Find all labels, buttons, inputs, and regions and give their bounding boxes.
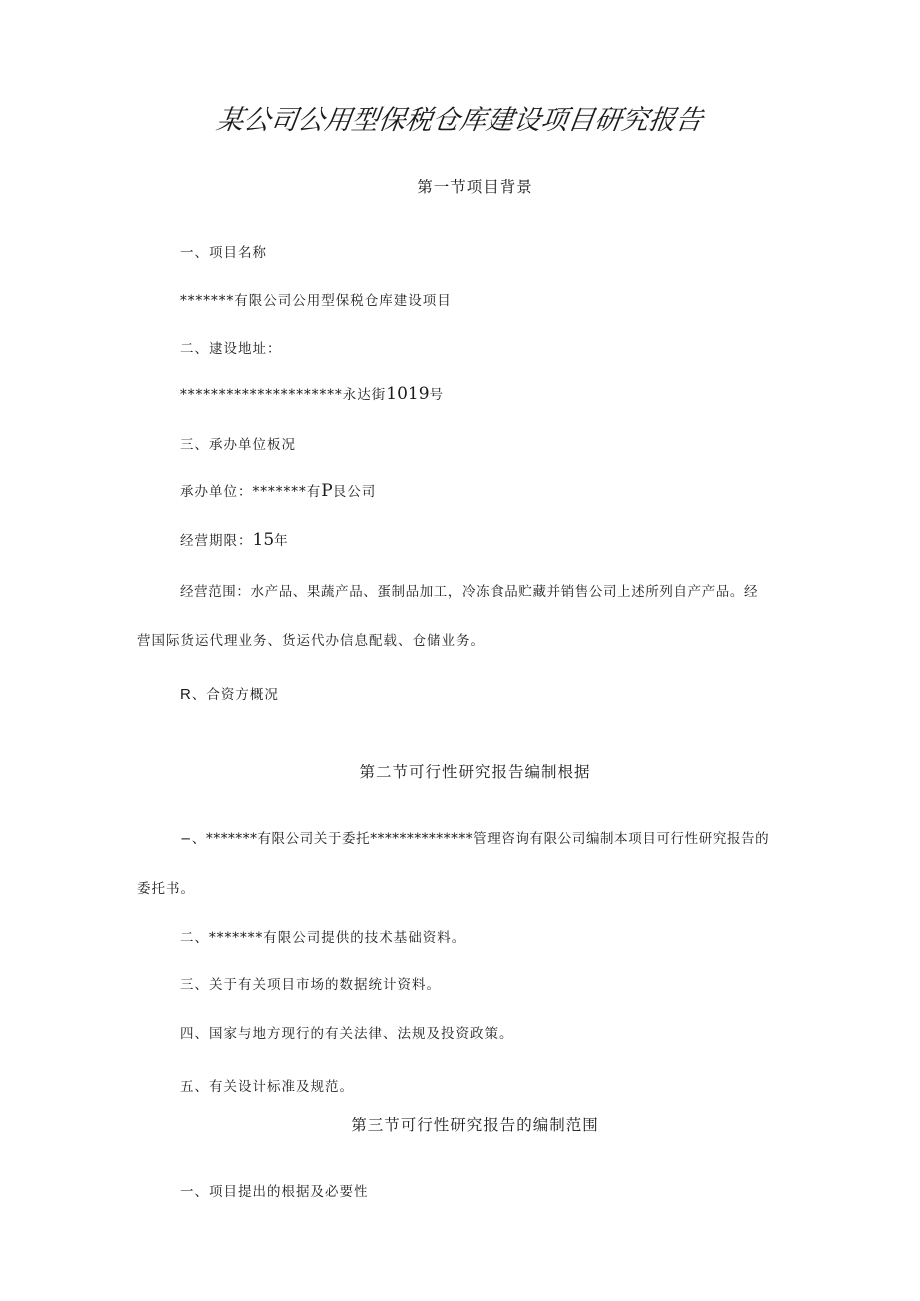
basis-4: 四、国家与地方现行的有关法律、法规及投资政策。 [180, 1026, 514, 1042]
address-suffix: 号 [429, 387, 445, 403]
item-3-label: 三、承办单位板况 [180, 437, 296, 453]
undertaker-suffix: 艮公司 [332, 484, 377, 500]
scope-line-1: 经营范围：水产品、果蔬产品、蛋制品加工，冷冻食品贮藏并销售公司上述所列自产产品。经 [180, 584, 759, 600]
item-1-label: 一、项目名称 [180, 245, 267, 261]
basis-3: 三、关于有关项目市场的数据统计资料。 [180, 977, 441, 993]
address-line [180, 383, 444, 404]
address-prefix: *********************永达街 [180, 387, 387, 403]
document-title: 某公司公用型保税仓库建设项目研究报告 [214, 105, 705, 136]
item-4-label: 、合资方概况 [191, 687, 279, 703]
section-1-heading: 第一节项目背景 [417, 178, 533, 196]
undertaker-line [180, 480, 376, 501]
term-suffix: 年 [274, 533, 289, 549]
basis-2: 二、*******有限公司提供的技术基础资料。 [180, 930, 467, 946]
section-3-heading: 第三节可行性研究报告的编制范围 [351, 1116, 599, 1134]
item-2-label: 二、逮设地址： [180, 341, 282, 357]
undertaker-letter: P [321, 481, 333, 501]
address-number: 1019 [386, 384, 430, 404]
scope-line-2: 营国际货运代理业务、货运代办信息配载、仓储业务。 [137, 633, 485, 649]
term-number: 15 [252, 530, 275, 550]
section-3-item-1: 一、项目提出的根据及必要性 [180, 1184, 369, 1200]
undertaker-prefix: 承办单位：*******有 [180, 484, 322, 500]
item-4-label-line [180, 683, 279, 703]
term-line [180, 529, 289, 550]
section-2-heading: 第二节可行性研究报告编制根据 [359, 763, 591, 781]
item-4-letter: R [180, 686, 192, 703]
term-prefix: 经营期限： [180, 533, 253, 549]
basis-1-line-2: 委托书。 [137, 881, 195, 897]
basis-1-line-1: −、*******有限公司关于委托**************管理咨询有限公司编制本项目可行性研究报告的 [180, 831, 770, 847]
basis-5: 五、有关设计标准及规范。 [180, 1079, 354, 1095]
project-name: *******有限公司公用型保税仓库建设项目 [180, 293, 452, 309]
